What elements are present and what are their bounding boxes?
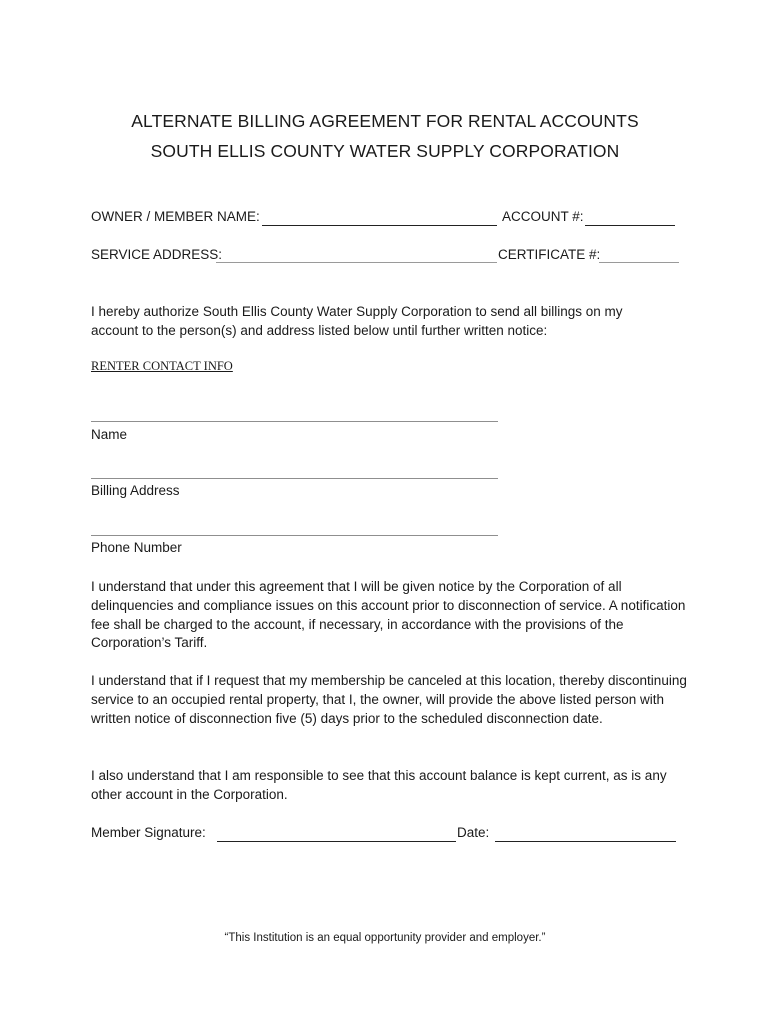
- renter-contact-heading: RENTER CONTACT INFO: [91, 359, 233, 373]
- member-signature-field[interactable]: [217, 841, 456, 842]
- renter-phone-field[interactable]: [91, 535, 498, 536]
- certificate-number-label: CERTIFICATE #:: [498, 247, 601, 262]
- document-title: ALTERNATE BILLING AGREEMENT FOR RENTAL ACCOUNTS: [131, 111, 639, 131]
- notice-paragraph: I understand that under this agreement that I will be given notice by the Corporation of all delinquencies and compliance issues on this account prior to disconnection of service. A notification fee shall be charged to the account, if necessary, in accordance with the provisions of the Corporation’s Tariff.: [91, 579, 686, 651]
- owner-name-field[interactable]: [262, 225, 497, 226]
- member-signature-label: Member Signature:: [91, 825, 206, 840]
- certificate-number-field[interactable]: [599, 262, 679, 263]
- cancellation-paragraph: I understand that if I request that my membership be canceled at this location, thereby discontinuing service to an occupied rental property, that I, the owner, will provide the above listed person with written notice of disconnection five (5) days prior to the scheduled disconnection date.: [91, 673, 687, 726]
- date-label: Date:: [457, 825, 490, 840]
- renter-phone-label: Phone Number: [91, 540, 182, 555]
- date-field[interactable]: [495, 841, 676, 842]
- balance-paragraph: I also understand that I am responsible to see that this account balance is kept current, as is any other account in the Corporation.: [91, 768, 667, 802]
- owner-name-label: OWNER / MEMBER NAME:: [91, 209, 260, 224]
- renter-name-label: Name: [91, 427, 128, 442]
- service-address-field[interactable]: [216, 262, 497, 263]
- account-number-label: ACCOUNT #:: [502, 209, 584, 224]
- equal-opportunity-statement: “This Institution is an equal opportunity provider and employer.”: [224, 932, 546, 944]
- service-address-label: SERVICE ADDRESS:: [91, 247, 223, 262]
- authorization-paragraph: I hereby authorize South Ellis County Water Supply Corporation to send all billings on my account to the person(s) and address listed below until further written notice:: [91, 304, 623, 338]
- renter-name-field[interactable]: [91, 421, 498, 422]
- organization-name: SOUTH ELLIS COUNTY WATER SUPPLY CORPORATION: [150, 141, 620, 161]
- renter-billing-address-label: Billing Address: [91, 483, 180, 498]
- account-number-field[interactable]: [585, 225, 675, 226]
- renter-billing-address-field[interactable]: [91, 478, 498, 479]
